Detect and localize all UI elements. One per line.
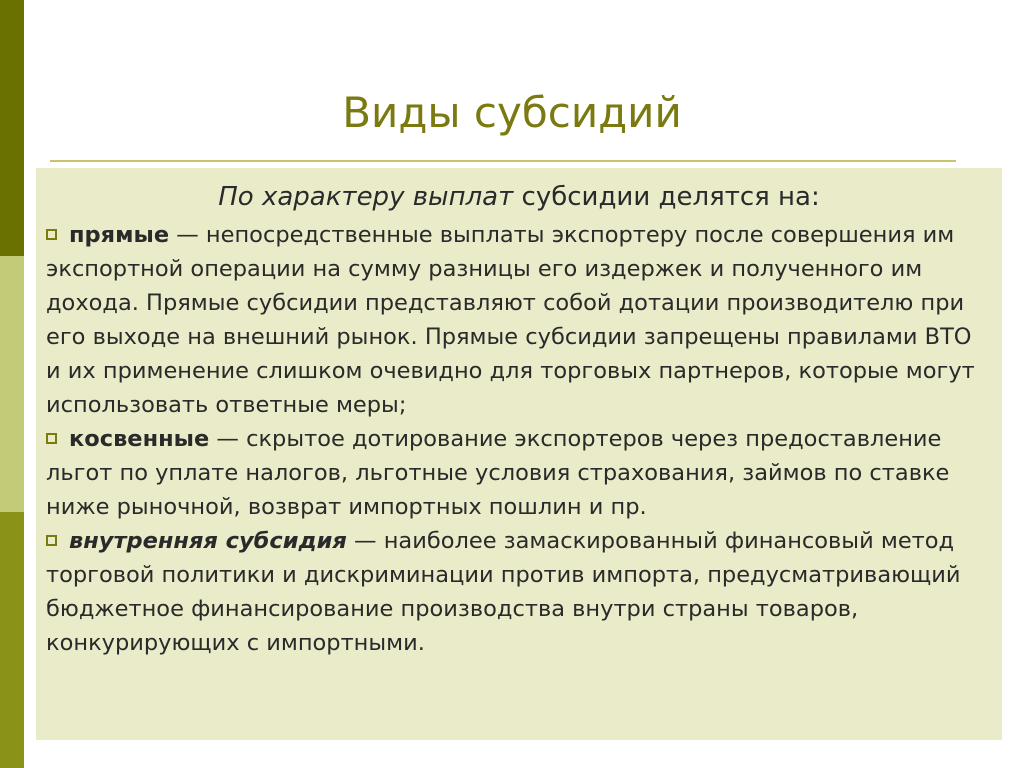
dash: — bbox=[209, 426, 247, 452]
term-indirect: косвенные bbox=[69, 426, 210, 452]
list-item-internal bbox=[46, 524, 992, 660]
item-text-internal: наиболее замаскированный финансовый метод торговой политики и дискриминации против импорта, предусматривающий бюджетное финансирование производства внутри страны товаров, конкурирующих с импортными. bbox=[46, 528, 961, 656]
subtitle bbox=[46, 178, 992, 216]
list-item-indirect bbox=[46, 422, 992, 524]
subtitle-rest: субсидии делятся на: bbox=[513, 182, 820, 212]
square-bullet-icon bbox=[46, 535, 57, 546]
subtitle-italic: По характеру выплат bbox=[218, 182, 514, 212]
sidebar-stripe-middle bbox=[0, 256, 24, 512]
item-text-indirect: скрытое дотирование экспортеров через предоставление льгот по уплате налогов, льготные условия страхования, займов по ставке ниже рыночной, возврат импортных пошлин и пр. bbox=[46, 426, 950, 520]
content-box bbox=[36, 168, 1002, 740]
slide-title: Виды субсидий bbox=[342, 88, 682, 137]
dash: — bbox=[169, 222, 206, 248]
term-direct: прямые bbox=[69, 222, 170, 248]
title-divider bbox=[50, 160, 956, 162]
dash: — bbox=[346, 528, 384, 554]
sidebar-stripe-bottom bbox=[0, 512, 24, 768]
list-item-direct bbox=[46, 218, 992, 422]
term-internal: внутренняя субсидия bbox=[69, 528, 347, 554]
item-text-direct: непосредственные выплаты экспортеру после совершения им экспортной операции на сумму разницы его издержек и полученного им дохода. Прямые субсидии представляют собой дотации производителю при его выходе на внешний рынок. Прямые субсидии запрещены правилами ВТО и их применение слишком очевидно для торговых партнеров, которые могут использовать ответные меры; bbox=[46, 222, 975, 418]
square-bullet-icon bbox=[46, 433, 57, 444]
square-bullet-icon bbox=[46, 229, 57, 240]
